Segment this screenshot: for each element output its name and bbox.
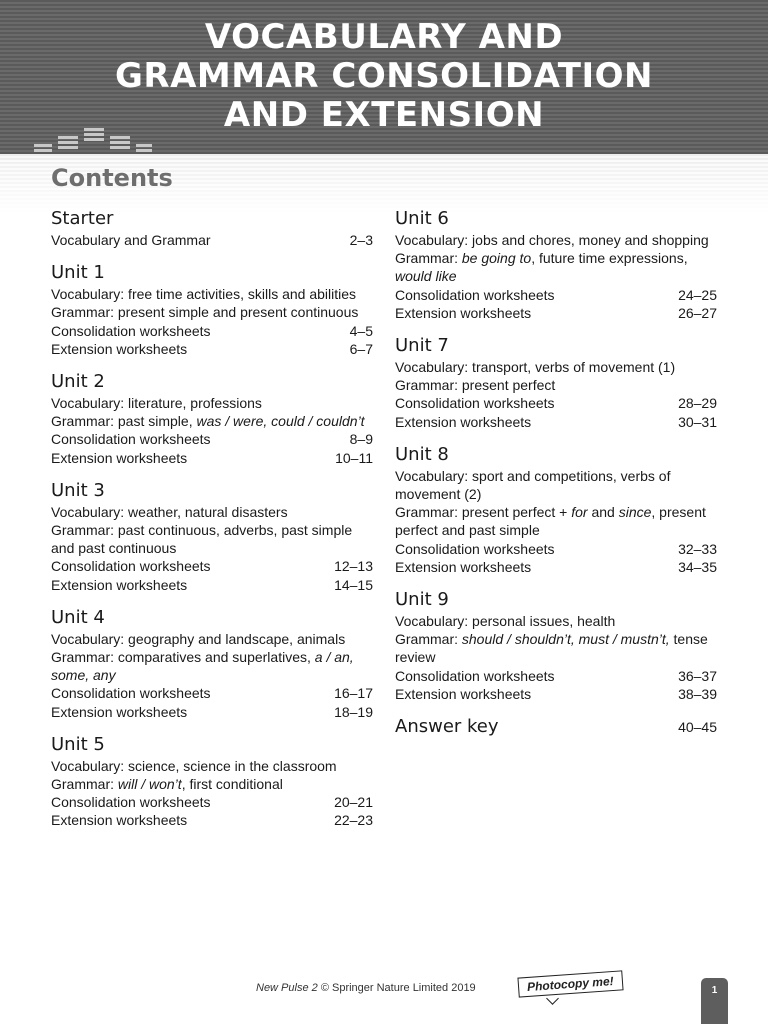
entry-pages: 30–31 [678,413,717,430]
footer-copyright [256,982,476,994]
entry-text-part: Vocabulary: jobs and chores, money and shopping [395,232,709,248]
entry-pages: 18–19 [334,703,373,720]
entry-text [395,286,555,304]
entry-pages: 26–27 [678,304,717,321]
contents-entry [395,304,717,322]
contents-description [51,412,373,430]
entry-text-part: Grammar: [395,631,462,648]
entry-text-part: , first conditional [181,776,283,793]
contents-entry [395,394,717,412]
contents-description [395,376,717,394]
contents-entry [395,413,717,431]
entry-text [395,540,555,558]
entry-text-part: Consolidation worksheets [51,685,211,702]
answer-key-pages: 40–45 [678,719,717,736]
entry-text-part: Consolidation worksheets [395,667,555,684]
entry-text-part: Grammar: past continuous, adverbs, past simple and past continuous [51,522,353,557]
entry-text-part: , future time expressions, [531,250,688,267]
entry-text [51,304,358,320]
contents-entry [395,558,717,576]
entry-text-part: Grammar: present perfect + [395,504,572,521]
contents-entry [51,430,373,448]
entry-text-part: Extension worksheets [51,812,188,829]
entry-pages: 16–17 [334,685,373,702]
entry-pages: 8–9 [349,431,373,448]
entry-text [51,776,283,792]
entry-text-part: Grammar: comparatives and superlatives, [51,649,315,666]
entry-text-part: will / won’t [117,776,182,793]
entry-text [395,394,555,412]
entry-text [51,522,352,556]
contents-description [395,467,717,503]
unit-section [51,479,373,594]
contents-description [395,612,717,630]
entry-text [395,667,555,685]
contents-right-column [395,207,717,739]
entry-pages: 6–7 [349,340,373,357]
contents-description [395,231,717,249]
entry-text [51,793,211,811]
entry-text-part: Vocabulary: transport, verbs of movement (1) [395,359,676,376]
entry-text [395,631,708,665]
entry-text-part: Vocabulary: personal issues, health [395,613,616,630]
entry-text [395,413,531,431]
unit-title: Unit 5 [51,733,105,755]
entry-text [395,250,688,284]
unit-title: Unit 9 [395,589,449,611]
entry-text-part: and [587,504,619,521]
contents-description [51,648,373,684]
unit-title: Unit 4 [51,606,105,628]
contents-entry [51,793,373,811]
entry-text-part: Extension worksheets [395,413,532,430]
entry-text-part: Extension worksheets [51,576,188,593]
entry-text-part: Vocabulary: science, science in the classroom [51,757,337,774]
unit-section [395,443,717,576]
entry-text-part: Consolidation worksheets [395,540,555,557]
entry-text-part: Vocabulary: weather, natural disasters [51,503,288,520]
entry-text-part: since [618,504,652,521]
entry-text-part: Extension worksheets [395,304,532,321]
unit-section [395,207,717,322]
decorative-bars [34,128,164,154]
entry-text-part: Consolidation worksheets [395,395,555,412]
contents-description [395,630,717,666]
contents-left-column [51,207,373,842]
contents-description [51,521,373,557]
entry-text [51,631,345,647]
answer-key-title: Answer key [395,716,499,738]
entry-text-part: a / an, some, any [51,649,354,684]
entry-pages: 24–25 [678,286,717,303]
entry-pages: 12–13 [334,558,373,575]
entry-pages: 14–15 [334,576,373,593]
entry-pages: 10–11 [335,449,373,466]
contents-entry [51,322,373,340]
entry-text-part: , present perfect and past simple [395,504,706,539]
entry-text [51,395,262,411]
entry-text [51,811,187,829]
entry-text [51,413,365,429]
entry-text-part: would like [395,268,457,285]
entry-text [395,377,555,393]
contents-description [395,249,717,285]
entry-text [395,685,531,703]
page-number-tab [701,978,728,1024]
entry-text [51,649,354,683]
unit-section [51,207,373,249]
entry-text [51,322,211,340]
contents-entry [395,667,717,685]
entry-text-part: Grammar: [395,250,462,267]
entry-text-part: Extension worksheets [395,685,532,702]
contents-heading: Contents [51,164,173,192]
entry-text [395,232,709,248]
entry-text [395,304,531,322]
entry-pages: 28–29 [678,395,717,412]
entry-text-part: Grammar: present simple and present continuous [51,304,359,321]
contents-description [51,503,373,521]
entry-text [395,504,706,538]
entry-pages: 36–37 [678,667,717,684]
unit-section [395,588,717,703]
contents-entry [51,557,373,575]
page-number: 1 [711,985,718,996]
contents-entry [51,703,373,721]
entry-text-part: be going to [461,250,532,267]
contents-entry [395,685,717,703]
banner-title [0,18,768,135]
entry-text-part: should / shouldn’t, must / mustn’t, [461,631,670,648]
contents-description [51,303,373,321]
entry-text-part: Extension worksheets [51,340,188,357]
entry-text [51,576,187,594]
unit-section [395,334,717,431]
entry-text-part: Vocabulary and Grammar [51,232,211,248]
contents-entry [51,231,373,249]
entry-pages: 4–5 [349,322,373,339]
entry-pages: 38–39 [678,685,717,702]
contents-entry [51,684,373,702]
unit-title: Unit 6 [395,208,449,229]
entry-text-part: Consolidation worksheets [51,794,211,811]
entry-text-part: Grammar: present perfect [395,377,556,394]
footer-book-title: New Pulse 2 [256,982,318,994]
entry-text-part: Vocabulary: geography and landscape, animals [51,630,346,647]
unit-title: Unit 1 [51,262,105,284]
entry-text [395,468,670,502]
entry-text [51,703,187,721]
contents-description [51,775,373,793]
entry-text [51,504,288,520]
contents-entry [395,286,717,304]
footer-copyright-text: © Springer Nature Limited 2019 [317,982,476,994]
banner-title-line-1: VOCABULARY AND [204,17,564,57]
entry-pages: 32–33 [678,540,717,557]
contents-entry [395,540,717,558]
entry-text-part: Extension worksheets [395,558,532,575]
entry-text-part: Extension worksheets [51,449,188,466]
contents-entry [51,449,373,467]
banner-title-line-2: GRAMMAR CONSOLIDATION [114,56,653,96]
entry-text [51,684,211,702]
banner-title-line-3: AND EXTENSION [223,95,545,135]
entry-text-part: tense review [395,631,708,666]
entry-text-part: Extension worksheets [51,703,188,720]
contents-entry [51,340,373,358]
entry-text [51,430,211,448]
unit-section [51,261,373,358]
entry-pages: 22–23 [334,812,373,829]
entry-pages: 20–21 [334,794,373,811]
unit-title: Unit 7 [395,335,449,357]
unit-title: Unit 2 [51,371,105,393]
entry-text [51,231,211,249]
unit-section [51,370,373,467]
unit-section [51,733,373,830]
entry-text [51,758,337,774]
entry-text [395,613,615,629]
entry-text-part: Vocabulary: sport and competitions, verbs of movement (2) [395,467,671,503]
entry-text [395,359,675,375]
entry-text-part: Vocabulary: literature, professions [51,395,262,412]
contents-description [51,757,373,775]
entry-text-part: was / were, could / couldn’t [196,413,365,430]
entry-text [51,340,187,358]
title-banner [0,0,768,154]
unit-title: Unit 8 [395,443,449,465]
contents-description [395,503,717,539]
contents-entry [51,811,373,829]
entry-text-part: Consolidation worksheets [51,431,211,448]
entry-text [395,558,531,576]
contents-description [51,285,373,303]
entry-text [51,449,187,467]
unit-title: Starter [51,208,114,229]
contents-entry [51,576,373,594]
entry-text-part: for [571,504,588,521]
entry-text-part: Consolidation worksheets [51,558,211,575]
entry-pages: 2–3 [349,232,373,248]
entry-text-part: Grammar: past simple, [51,413,197,430]
entry-text-part: Grammar: [51,776,118,793]
entry-text-part: Consolidation worksheets [51,322,211,339]
entry-text-part: Consolidation worksheets [395,286,555,303]
answer-key-entry [395,715,717,739]
photocopy-stamp: Photocopy me! [517,970,623,997]
unit-section [51,606,373,721]
entry-text-part: Vocabulary: free time activities, skills and abilities [51,286,357,303]
contents-description [395,358,717,376]
contents-description [51,394,373,412]
entry-text [51,286,356,302]
entry-pages: 34–35 [678,558,717,575]
entry-text [51,557,211,575]
contents-description [51,630,373,648]
unit-title: Unit 3 [51,479,105,501]
